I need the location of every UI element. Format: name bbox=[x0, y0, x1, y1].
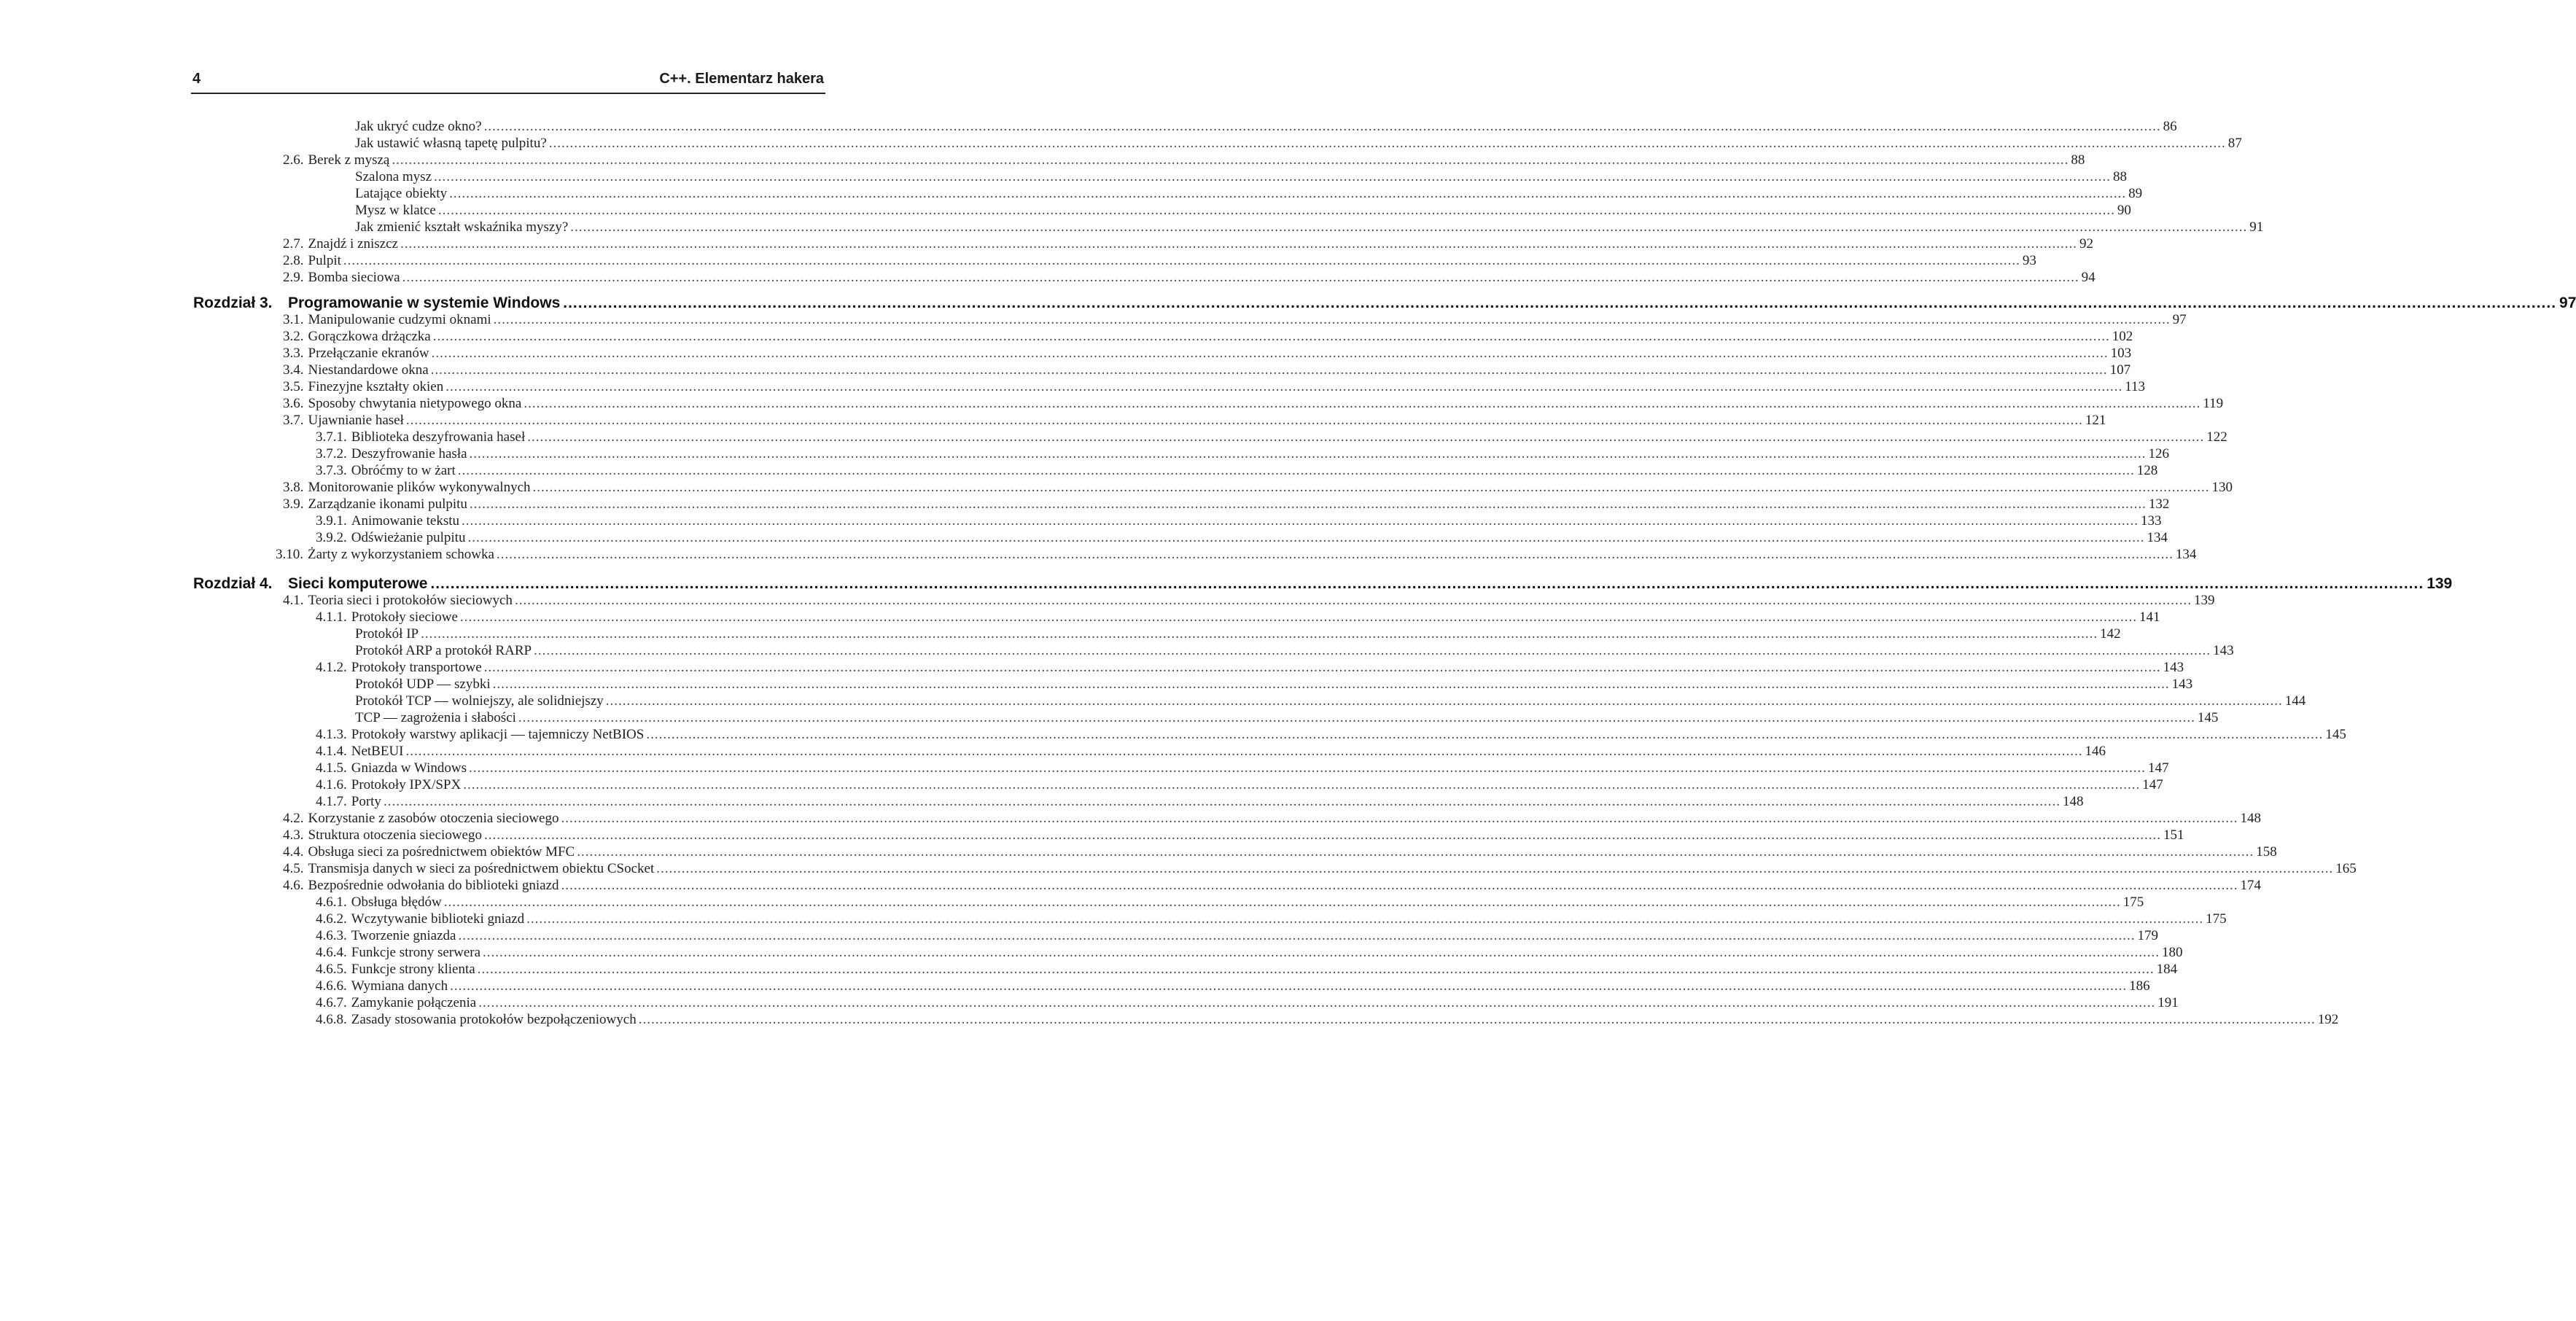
dot-leader: ................................................................................................................................................................................................................................................................................................................................................................................................................ bbox=[492, 677, 2170, 692]
entry-page: 184 bbox=[2156, 962, 2178, 977]
entry-page: 148 bbox=[2240, 811, 2261, 826]
dot-leader: ................................................................................................................................................................................................................................................................................................................................................................................................................ bbox=[605, 693, 2283, 709]
entry-number: 4.6.5. bbox=[316, 962, 347, 977]
dot-leader: ................................................................................................................................................................................................................................................................................................................................................................................................................ bbox=[383, 794, 2061, 809]
entry-page: 175 bbox=[2206, 911, 2227, 927]
toc-entry bbox=[283, 396, 2224, 413]
entry-page: 93 bbox=[2022, 253, 2036, 268]
entry-number: 4.1.7. bbox=[316, 794, 347, 809]
entry-number: 4.6.3. bbox=[316, 928, 347, 943]
dot-leader: ................................................................................................................................................................................................................................................................................................................................................................................................................ bbox=[463, 777, 2141, 792]
entry-page: 165 bbox=[2335, 861, 2357, 876]
entry-title: Jak ustawić własną tapetę pulpitu? bbox=[355, 136, 547, 151]
entry-number: 3.9.1. bbox=[316, 513, 347, 529]
dot-leader: ................................................................................................................................................................................................................................................................................................................................................................................................................ bbox=[577, 844, 2254, 860]
toc-entry bbox=[316, 446, 2170, 464]
entry-number: 4.1.5. bbox=[316, 760, 347, 776]
entry-page: 191 bbox=[2157, 995, 2179, 1010]
chapter-line bbox=[288, 575, 2453, 593]
toc-entry bbox=[283, 593, 2215, 610]
toc-entry bbox=[316, 1012, 2339, 1029]
entry-title: Mysz w klatce bbox=[355, 203, 436, 218]
page-number: 4 bbox=[192, 71, 201, 87]
dot-leader: ................................................................................................................................................................................................................................................................................................................................................................................................................ bbox=[570, 219, 2248, 235]
toc-entry bbox=[283, 270, 2096, 287]
dot-leader: ................................................................................................................................................................................................................................................................................................................................................................................................................ bbox=[392, 152, 2069, 168]
dot-leader: ................................................................................................................................................................................................................................................................................................................................................................................................................ bbox=[483, 827, 2161, 843]
entry-number: 4.6.8. bbox=[316, 1012, 347, 1027]
dot-leader: ................................................................................................................................................................................................................................................................................................................................................................................................................ bbox=[469, 446, 2147, 461]
entry-title: Porty bbox=[351, 794, 381, 809]
entry-page: 142 bbox=[2100, 626, 2121, 642]
chapter-line bbox=[288, 295, 2576, 312]
toc-entry bbox=[283, 480, 2233, 497]
dot-leader: ................................................................................................................................................................................................................................................................................................................................................................................................................ bbox=[400, 236, 2077, 252]
entry-page: 97 bbox=[2172, 312, 2187, 327]
entry-title: Bezpośrednie odwołania do biblioteki gniazd bbox=[308, 878, 559, 893]
entry-title: Obsługa błędów bbox=[351, 895, 442, 910]
entry-number: 2.8. bbox=[283, 253, 304, 268]
entry-title: Zamykanie połączenia bbox=[351, 995, 477, 1010]
running-header bbox=[191, 71, 825, 94]
dot-leader: ................................................................................................................................................................................................................................................................................................................................................................................................................ bbox=[445, 379, 2123, 394]
entry-page: 147 bbox=[2142, 777, 2163, 792]
entry-number: 4.6.7. bbox=[316, 995, 347, 1010]
dot-leader: ................................................................................................................................................................................................................................................................................................................................................................................................................ bbox=[532, 480, 2210, 495]
toc-entry bbox=[283, 152, 2085, 170]
dot-leader: ................................................................................................................................................................................................................................................................................................................................................................................................................ bbox=[434, 169, 2112, 184]
entry-title: Obsługa sieci za pośrednictwem obiektów MFC bbox=[308, 844, 575, 860]
entry-title: Wczytywanie biblioteki gniazd bbox=[351, 911, 525, 927]
entry-number: 4.4. bbox=[283, 844, 304, 860]
chapter-title: Programowanie w systemie Windows bbox=[288, 295, 561, 311]
dot-leader: ................................................................................................................................................................................................................................................................................................................................................................................................................ bbox=[483, 119, 2161, 134]
dot-leader: ................................................................................................................................................................................................................................................................................................................................................................................................................ bbox=[469, 760, 2146, 776]
book-title: C++. Elementarz hakera bbox=[659, 71, 824, 87]
toc-entry bbox=[355, 119, 2177, 136]
entry-page: 132 bbox=[2148, 496, 2170, 512]
entry-page: 186 bbox=[2129, 978, 2150, 994]
dot-leader: ................................................................................................................................................................................................................................................................................................................................................................................................................ bbox=[477, 962, 2155, 977]
entry-title: Pulpit bbox=[308, 253, 341, 268]
entry-title: Protokół UDP — szybki bbox=[355, 677, 491, 692]
entry-page: 88 bbox=[2071, 152, 2085, 168]
toc-entry bbox=[276, 547, 2197, 564]
entry-title: Manipulowanie cudzymi oknami bbox=[308, 312, 491, 327]
entry-page: 90 bbox=[2117, 203, 2131, 218]
entry-title: Gniazda w Windows bbox=[351, 760, 467, 776]
entry-number: 4.1.6. bbox=[316, 777, 347, 792]
entry-number: 2.6. bbox=[283, 152, 304, 168]
toc-entry bbox=[316, 513, 2162, 531]
entry-page: 86 bbox=[2163, 119, 2177, 134]
entry-page: 180 bbox=[2162, 945, 2183, 960]
toc-entry bbox=[283, 844, 2277, 862]
entry-title: NetBEUI bbox=[351, 744, 404, 759]
entry-title: Biblioteka deszyfrowania haseł bbox=[351, 429, 526, 445]
toc-entry bbox=[355, 169, 2128, 187]
chapter-label: Rozdział 3. bbox=[193, 295, 273, 311]
entry-number: 3.2. bbox=[283, 329, 304, 344]
entry-title: Znajdź i zniszcz bbox=[308, 236, 398, 252]
entry-number: 4.1. bbox=[283, 593, 304, 608]
entry-number: 4.6.1. bbox=[316, 895, 347, 910]
entry-number: 4.1.4. bbox=[316, 744, 347, 759]
entry-number: 3.7.3. bbox=[316, 463, 347, 478]
toc-entry bbox=[355, 136, 2242, 153]
toc-entry bbox=[283, 379, 2146, 397]
entry-title: Funkcje strony klienta bbox=[351, 962, 475, 977]
dot-leader: ................................................................................................................................................................................................................................................................................................................................................................................................................ bbox=[402, 270, 2079, 285]
entry-title: Wymiana danych bbox=[351, 978, 448, 994]
dot-leader: ................................................................................................................................................................................................................................................................................................................................................................................................................ bbox=[432, 329, 2110, 344]
entry-number: 4.6.4. bbox=[316, 945, 347, 960]
entry-page: 146 bbox=[2085, 744, 2106, 759]
entry-number: 4.1.2. bbox=[316, 660, 347, 675]
entry-title: Jak zmienić kształt wskaźnika myszy? bbox=[355, 219, 569, 235]
entry-title: Sposoby chwytania nietypowego okna bbox=[308, 396, 522, 411]
entry-title: Bomba sieciowa bbox=[308, 270, 400, 285]
entry-page: 147 bbox=[2148, 760, 2169, 776]
entry-number: 2.7. bbox=[283, 236, 304, 252]
entry-number: 3.7.2. bbox=[316, 446, 347, 461]
toc-entry bbox=[355, 677, 2193, 694]
dot-leader: ................................................................................................................................................................................................................................................................................................................................................................................................................ bbox=[561, 878, 2238, 893]
toc-entry bbox=[316, 995, 2179, 1013]
entry-page: 103 bbox=[2110, 346, 2132, 361]
dot-leader: ................................................................................................................................................................................................................................................................................................................................................................................................................ bbox=[524, 396, 2201, 411]
entry-number: 4.6.6. bbox=[316, 978, 347, 994]
entry-page: 119 bbox=[2203, 396, 2224, 411]
toc-entry bbox=[316, 609, 2160, 627]
entry-number: 3.3. bbox=[283, 346, 304, 361]
toc-entry bbox=[316, 660, 2184, 677]
entry-title: TCP — zagrożenia i słabości bbox=[355, 710, 516, 725]
entry-number: 4.3. bbox=[283, 827, 304, 843]
toc-entry bbox=[316, 928, 2158, 946]
entry-page: 174 bbox=[2240, 878, 2262, 893]
entry-number: 3.7. bbox=[283, 413, 304, 428]
entry-title: Animowanie tekstu bbox=[351, 513, 460, 529]
entry-page: 107 bbox=[2109, 362, 2131, 378]
entry-page: 134 bbox=[2147, 530, 2168, 545]
toc-entry bbox=[355, 219, 2264, 237]
entry-page: 134 bbox=[2175, 547, 2197, 562]
entry-page: 144 bbox=[2284, 693, 2306, 709]
dot-leader: ................................................................................................................................................................................................................................................................................................................................................................................................................ bbox=[443, 895, 2121, 910]
entry-number: 2.9. bbox=[283, 270, 304, 285]
dot-leader: ................................................................................................................................................................................................................................................................................................................................................................................................................ bbox=[646, 727, 2324, 742]
dot-leader: ................................................................................................................................................................................................................................................................................................................................................................................................................ bbox=[458, 928, 2136, 943]
toc-entry bbox=[316, 911, 2227, 929]
entry-title: Niestandardowe okna bbox=[308, 362, 429, 378]
entry-page: 94 bbox=[2081, 270, 2096, 285]
entry-title: Szalona mysz bbox=[355, 169, 432, 184]
entry-page: 130 bbox=[2211, 480, 2233, 495]
entry-page: 133 bbox=[2141, 513, 2162, 529]
dot-leader: ................................................................................................................................................................................................................................................................................................................................................................................................................ bbox=[638, 1012, 2316, 1027]
entry-page: 92 bbox=[2079, 236, 2093, 252]
entry-title: Protokół ARP a protokół RARP bbox=[355, 643, 532, 658]
dot-leader: ................................................................................................................................................................................................................................................................................................................................................................................................................ bbox=[527, 429, 2205, 445]
entry-number: 3.8. bbox=[283, 480, 304, 495]
toc-entry bbox=[316, 760, 2169, 778]
toc-entry bbox=[283, 878, 2262, 895]
entry-page: 158 bbox=[2256, 844, 2277, 860]
entry-title: Przełączanie ekranów bbox=[308, 346, 429, 361]
entry-title: Zarządzanie ikonami pulpitu bbox=[308, 496, 467, 512]
entry-title: Protokół TCP — wolniejszy, ale solidniejszy bbox=[355, 693, 604, 709]
dot-leader: ................................................................................................................................................................................................................................................................................................................................................................................................................ bbox=[561, 811, 2238, 826]
dot-leader: ................................................................................................................................................................................................................................................................................................................................................................................................................ bbox=[469, 496, 2147, 512]
entry-number: 4.5. bbox=[283, 861, 304, 876]
dot-leader: ................................................................................................................................................................................................................................................................................................................................................................................................................ bbox=[483, 945, 2160, 960]
entry-number: 3.6. bbox=[283, 396, 304, 411]
chapter-label: Rozdział 4. bbox=[193, 575, 273, 592]
toc-entry bbox=[283, 362, 2131, 380]
entry-title: Finezyjne kształty okien bbox=[308, 379, 444, 394]
entry-page: 141 bbox=[2139, 609, 2160, 625]
entry-title: Funkcje strony serwera bbox=[351, 945, 481, 960]
entry-title: Protokoły sieciowe bbox=[351, 609, 458, 625]
entry-title: Monitorowanie plików wykonywalnych bbox=[308, 480, 531, 495]
dot-leader: ................................................................................................................................................................................................................................................................................................................................................................................................................ bbox=[431, 346, 2109, 361]
entry-page: 179 bbox=[2137, 928, 2158, 943]
entry-number: 3.9. bbox=[283, 496, 304, 512]
toc-entry bbox=[283, 861, 2357, 878]
entry-page: 145 bbox=[2325, 727, 2346, 742]
entry-page: 148 bbox=[2062, 794, 2084, 809]
entry-number: 4.1.3. bbox=[316, 727, 347, 742]
dot-leader: ................................................................................................................................................................................................................................................................................................................................................................................................................ bbox=[563, 295, 2557, 311]
entry-title: Teoria sieci i protokołów sieciowych bbox=[308, 593, 513, 608]
entry-title: Protokoły transportowe bbox=[351, 660, 482, 675]
dot-leader: ................................................................................................................................................................................................................................................................................................................................................................................................................ bbox=[496, 547, 2174, 562]
toc-entry bbox=[316, 744, 2106, 761]
toc-entry bbox=[355, 710, 2219, 728]
dot-leader: ................................................................................................................................................................................................................................................................................................................................................................................................................ bbox=[467, 530, 2145, 545]
entry-title: Żarty z wykorzystaniem schowka bbox=[308, 547, 494, 562]
entry-page: 143 bbox=[2163, 660, 2184, 675]
dot-leader: ................................................................................................................................................................................................................................................................................................................................................................................................................ bbox=[493, 312, 2171, 327]
entry-title: Berek z myszą bbox=[308, 152, 390, 168]
toc-entry bbox=[355, 203, 2131, 220]
dot-leader: ................................................................................................................................................................................................................................................................................................................................................................................................................ bbox=[430, 575, 2424, 592]
entry-number: 3.4. bbox=[283, 362, 304, 378]
entry-title: Protokoły IPX/SPX bbox=[351, 777, 462, 792]
entry-page: 89 bbox=[2128, 186, 2143, 201]
toc-entry bbox=[316, 429, 2227, 447]
entry-title: Jak ukryć cudze okno? bbox=[355, 119, 482, 134]
entry-page: 143 bbox=[2171, 677, 2193, 692]
entry-title: Gorączkowa drżączka bbox=[308, 329, 431, 344]
entry-page: 88 bbox=[2113, 169, 2128, 184]
toc-entry bbox=[283, 811, 2261, 828]
dot-leader: ................................................................................................................................................................................................................................................................................................................................................................................................................ bbox=[343, 253, 2020, 268]
toc-entry bbox=[283, 253, 2036, 270]
toc-entry bbox=[355, 693, 2306, 711]
entry-title: Odświeżanie pulpitu bbox=[351, 530, 466, 545]
entry-title: Protokoły warstwy aplikacji — tajemniczy NetBIOS bbox=[351, 727, 645, 742]
dot-leader: ................................................................................................................................................................................................................................................................................................................................................................................................................ bbox=[483, 660, 2161, 675]
dot-leader: ................................................................................................................................................................................................................................................................................................................................................................................................................ bbox=[457, 463, 2135, 478]
entry-page: 128 bbox=[2136, 463, 2158, 478]
toc-entry bbox=[355, 643, 2234, 660]
toc-entry bbox=[355, 626, 2121, 644]
dot-leader: ................................................................................................................................................................................................................................................................................................................................................................................................................ bbox=[462, 513, 2139, 529]
entry-number: 4.2. bbox=[283, 811, 304, 826]
toc-entry bbox=[316, 962, 2178, 979]
entry-title: Deszyfrowanie hasła bbox=[351, 446, 467, 461]
entry-page: 91 bbox=[2249, 219, 2264, 235]
toc-entry bbox=[355, 186, 2143, 203]
toc-entry bbox=[316, 727, 2346, 744]
dot-leader: ................................................................................................................................................................................................................................................................................................................................................................................................................ bbox=[459, 609, 2137, 625]
entry-title: Struktura otoczenia sieciowego bbox=[308, 827, 482, 843]
entry-title: Latające obiekty bbox=[355, 186, 448, 201]
entry-page: 175 bbox=[2122, 895, 2144, 910]
entry-page: 87 bbox=[2227, 136, 2242, 151]
dot-leader: ................................................................................................................................................................................................................................................................................................................................................................................................................ bbox=[405, 744, 2083, 759]
entry-title: Transmisja danych w sieci za pośrednictwem obiektu CSocket bbox=[308, 861, 655, 876]
chapter-page: 139 bbox=[2427, 575, 2453, 592]
chapter-title: Sieci komputerowe bbox=[288, 575, 428, 592]
toc-entry bbox=[283, 329, 2133, 346]
entry-page: 151 bbox=[2163, 827, 2184, 843]
entry-page: 113 bbox=[2125, 379, 2146, 394]
dot-leader: ................................................................................................................................................................................................................................................................................................................................................................................................................ bbox=[478, 995, 2156, 1010]
entry-number: 4.1.1. bbox=[316, 609, 347, 625]
dot-leader: ................................................................................................................................................................................................................................................................................................................................................................................................................ bbox=[526, 911, 2204, 927]
entry-number: 3.5. bbox=[283, 379, 304, 394]
toc-entry bbox=[316, 530, 2168, 548]
dot-leader: ................................................................................................................................................................................................................................................................................................................................................................................................................ bbox=[548, 136, 2226, 151]
toc-entry bbox=[283, 496, 2170, 514]
entry-page: 121 bbox=[2085, 413, 2106, 428]
chapter-page: 97 bbox=[2559, 295, 2576, 311]
toc-entry bbox=[283, 413, 2106, 430]
toc-entry bbox=[316, 794, 2084, 811]
entry-number: 3.10. bbox=[276, 547, 303, 562]
toc-entry bbox=[316, 978, 2150, 996]
dot-leader: ................................................................................................................................................................................................................................................................................................................................................................................................................ bbox=[450, 978, 2128, 994]
dot-leader: ................................................................................................................................................................................................................................................................................................................................................................................................................ bbox=[430, 362, 2108, 378]
toc-entry bbox=[283, 827, 2184, 845]
entry-page: 145 bbox=[2197, 710, 2219, 725]
entry-page: 139 bbox=[2193, 593, 2215, 608]
toc-entry bbox=[283, 236, 2093, 254]
toc-entry bbox=[316, 945, 2183, 962]
entry-number: 3.7.1. bbox=[316, 429, 347, 445]
entry-title: Korzystanie z zasobów otoczenia sieciowego bbox=[308, 811, 559, 826]
dot-leader: ................................................................................................................................................................................................................................................................................................................................................................................................................ bbox=[421, 626, 2098, 642]
toc-entry bbox=[316, 463, 2158, 480]
toc-entry bbox=[316, 777, 2163, 795]
entry-title: Obróćmy to w żart bbox=[351, 463, 456, 478]
entry-page: 192 bbox=[2317, 1012, 2339, 1027]
entry-page: 122 bbox=[2206, 429, 2227, 445]
entry-title: Zasady stosowania protokołów bezpołączeniowych bbox=[351, 1012, 637, 1027]
entry-number: 4.6.2. bbox=[316, 911, 347, 927]
dot-leader: ................................................................................................................................................................................................................................................................................................................................................................................................................ bbox=[534, 643, 2211, 658]
dot-leader: ................................................................................................................................................................................................................................................................................................................................................................................................................ bbox=[656, 861, 2334, 876]
dot-leader: ................................................................................................................................................................................................................................................................................................................................................................................................................ bbox=[437, 203, 2115, 218]
dot-leader: ................................................................................................................................................................................................................................................................................................................................................................................................................ bbox=[405, 413, 2083, 428]
dot-leader: ................................................................................................................................................................................................................................................................................................................................................................................................................ bbox=[518, 710, 2195, 725]
toc-entry bbox=[283, 346, 2132, 363]
entry-number: 3.9.2. bbox=[316, 530, 347, 545]
entry-title: Tworzenie gniazda bbox=[351, 928, 456, 943]
dot-leader: ................................................................................................................................................................................................................................................................................................................................................................................................................ bbox=[514, 593, 2192, 608]
entry-number: 4.6. bbox=[283, 878, 304, 893]
entry-number: 3.1. bbox=[283, 312, 304, 327]
dot-leader: ................................................................................................................................................................................................................................................................................................................................................................................................................ bbox=[449, 186, 2127, 201]
toc-entry bbox=[316, 895, 2144, 912]
entry-title: Ujawnianie haseł bbox=[308, 413, 404, 428]
entry-page: 143 bbox=[2213, 643, 2234, 658]
entry-page: 126 bbox=[2148, 446, 2170, 461]
entry-page: 102 bbox=[2112, 329, 2133, 344]
toc-entry bbox=[283, 312, 2187, 330]
entry-title: Protokół IP bbox=[355, 626, 419, 642]
